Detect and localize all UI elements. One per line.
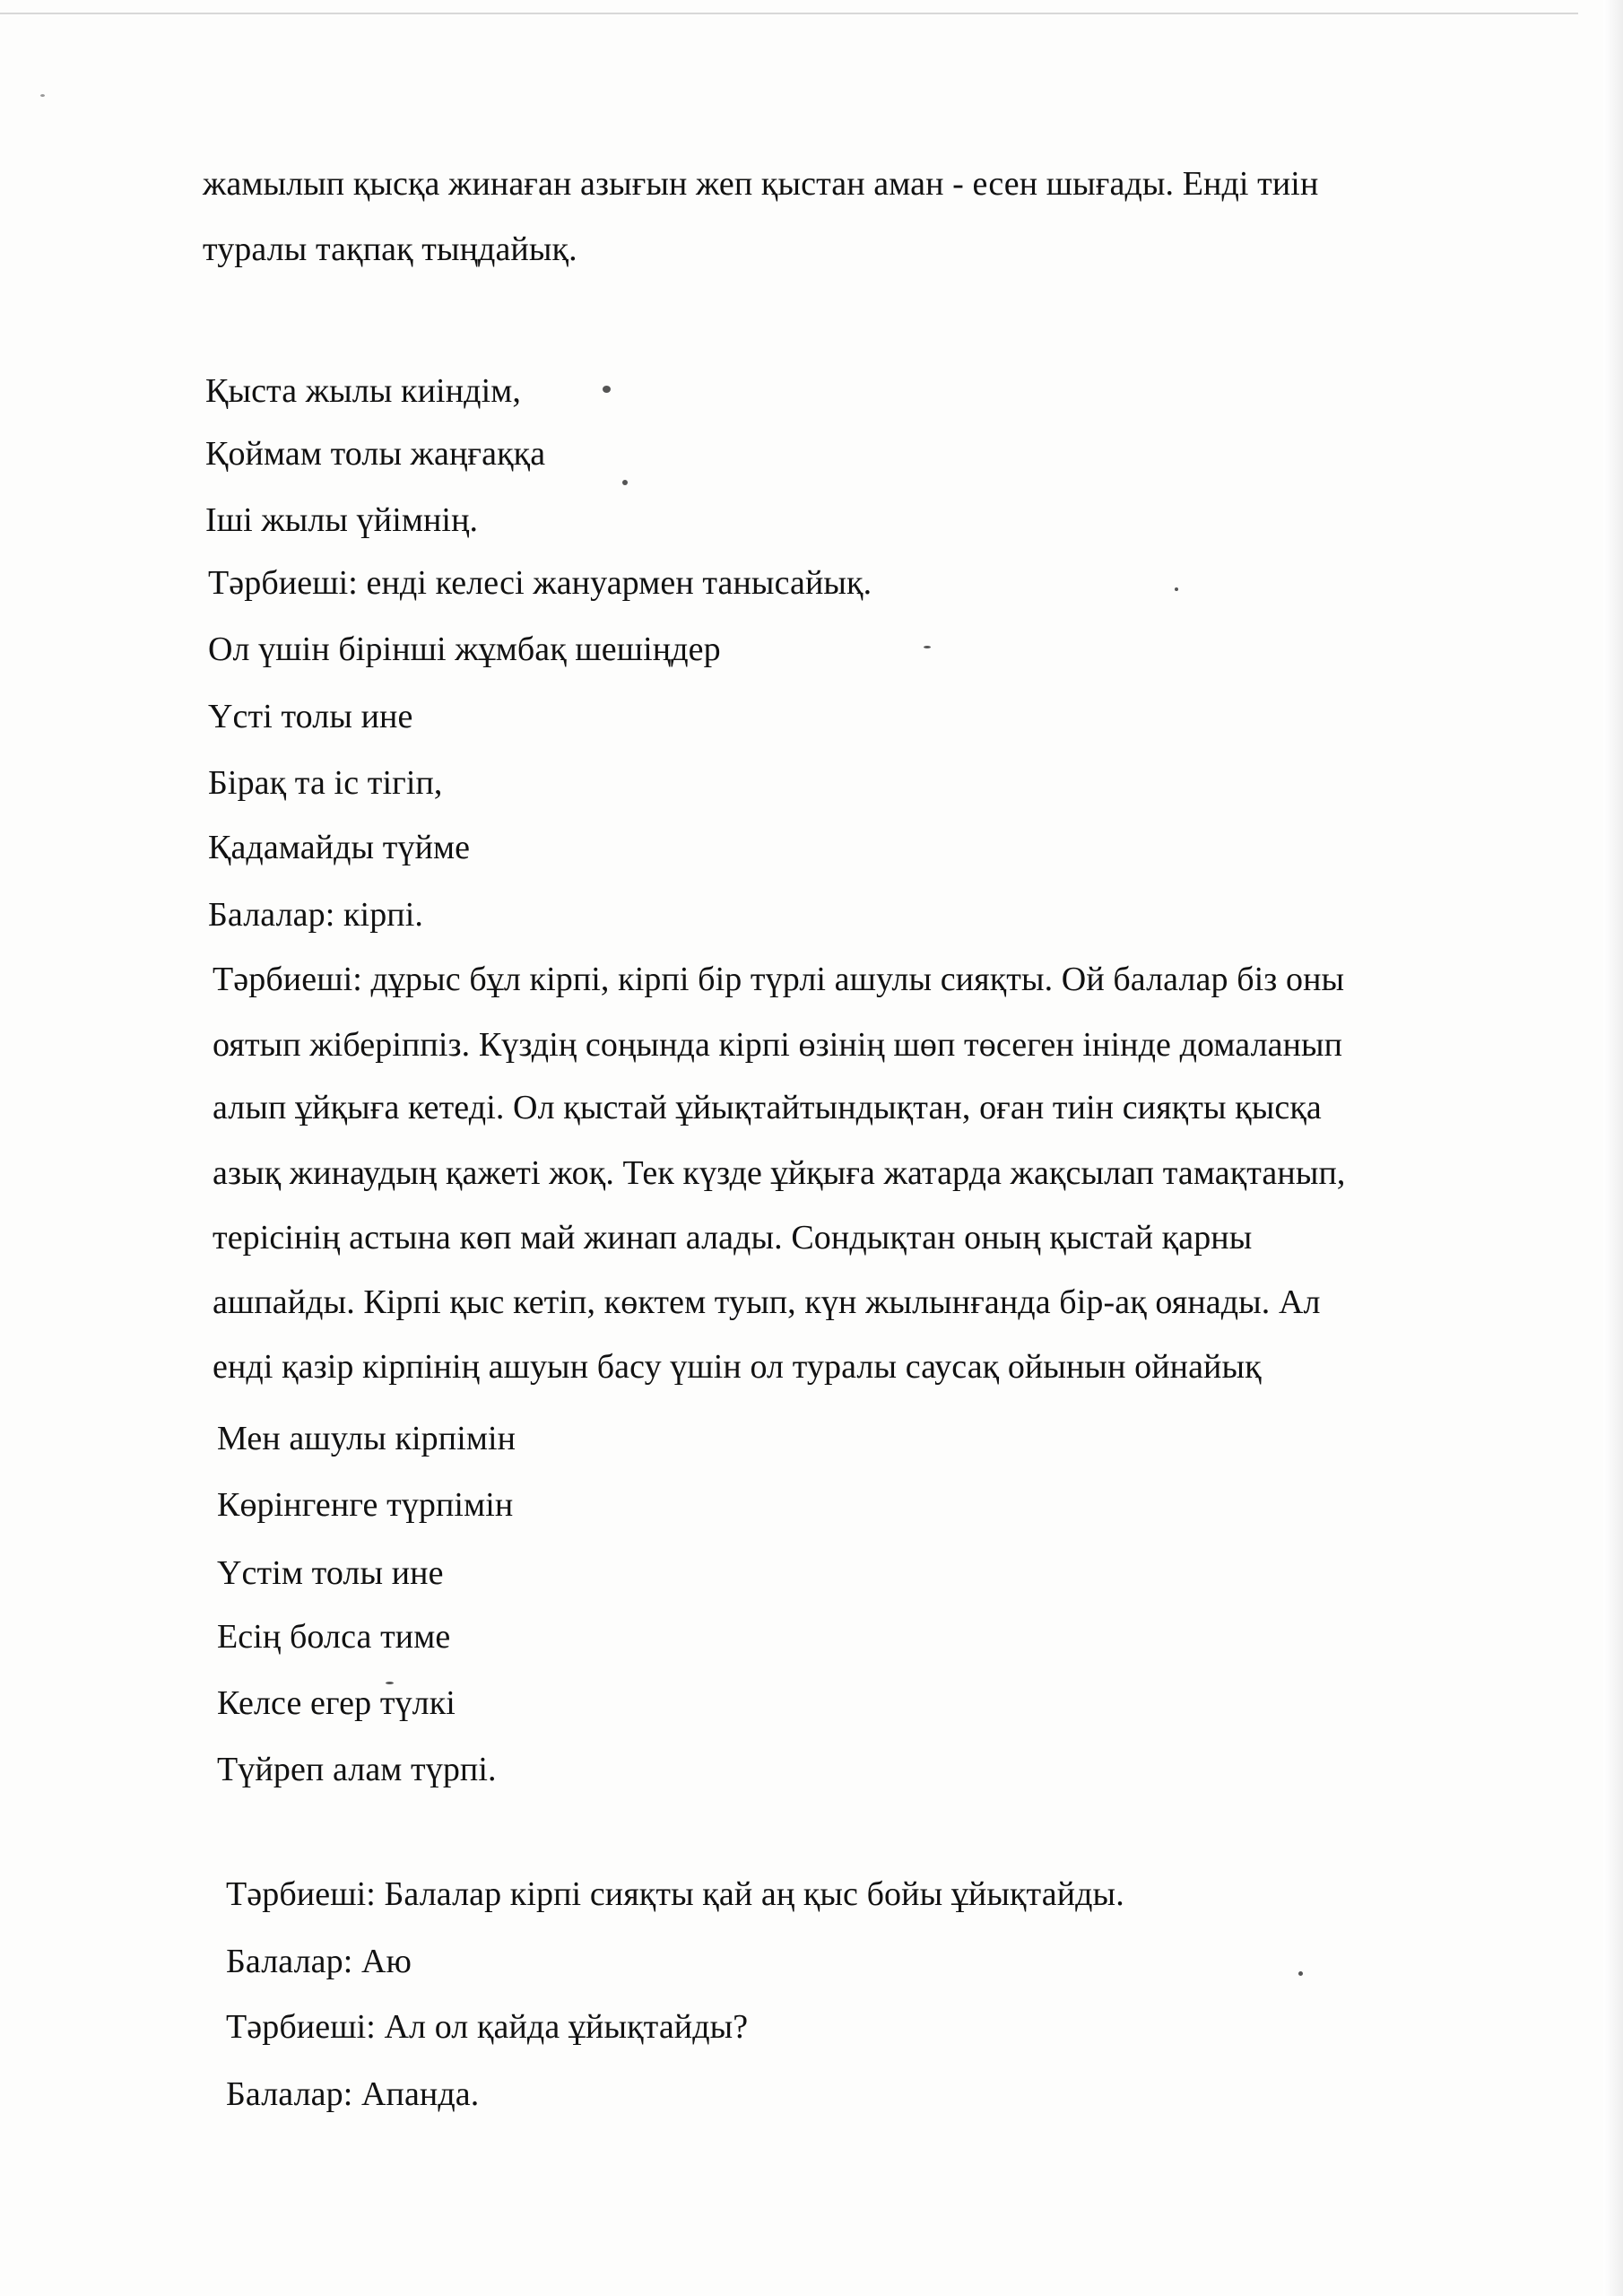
dialogue-riddle-line: Балалар: кірпі. (208, 896, 423, 934)
hedgehog-paragraph-line: оятып жіберіппіз. Күздің соңында кірпі өзінің шөп төсеген інінде домаланып (213, 1026, 1343, 1064)
poem-squirrel-line: Қыста жылы киіндім, (205, 372, 521, 410)
dialogue-bear-line: Тәрбиеші: Ал ол қайда ұйықтайды? (226, 2008, 749, 2046)
dialogue-riddle-line: Үсті толы ине (208, 698, 413, 735)
poem-hedgehog-line: Үстім толы ине (217, 1554, 444, 1592)
dialogue-bear-line: Балалар: Аю (226, 1943, 412, 1980)
poem-hedgehog-line: Көрінгенге түрпімін (217, 1486, 514, 1524)
hedgehog-paragraph-line: терісінің астына көп май жинап алады. Сондықтан оның қыстай қарны (213, 1219, 1253, 1257)
dialogue-riddle-line: Ол үшін бірінші жұмбақ шешіңдер (208, 631, 721, 668)
hedgehog-paragraph-line: алып ұйқыға кетеді. Ол қыстай ұйықтайтындықтан, оған тиін сияқты қысқа (213, 1089, 1322, 1126)
poem-squirrel-line: Қоймам толы жаңғаққа (205, 435, 546, 473)
poem-hedgehog-line: Түйреп алам түрпі. (217, 1751, 497, 1788)
scan-right-edge (1603, 0, 1623, 2296)
hedgehog-paragraph-line: азық жинаудың қажеті жоқ. Тек күзде ұйқыға жатарда жақсылап тамақтанып, (213, 1154, 1346, 1192)
dialogue-riddle-line: Бірақ та іс тігіп, (208, 764, 443, 802)
dialogue-riddle-line: Тәрбиеші: енді келесі жануармен танысайық. (208, 564, 872, 602)
scan-top-edge (0, 13, 1578, 14)
scan-speck (40, 94, 45, 97)
intro-line: туралы тақпақ тыңдайық. (203, 230, 577, 268)
poem-hedgehog-line: Келсе егер түлкі (217, 1684, 456, 1722)
scan-speck (1175, 587, 1178, 591)
scan-speck (603, 386, 611, 393)
poem-hedgehog-line: Мен ашулы кірпімін (217, 1420, 516, 1457)
poem-hedgehog-line: Есің болса тиме (217, 1618, 451, 1656)
dialogue-bear-line: Тәрбиеші: Балалар кірпі сияқты қай аң қыс бойы ұйықтайды. (226, 1875, 1124, 1913)
intro-line: жамылып қысқа жинаған азығын жеп қыстан аман - есен шығады. Енді тиін (203, 165, 1319, 203)
dialogue-bear-line: Балалар: Апанда. (226, 2075, 480, 2113)
scan-speck (1298, 1971, 1303, 1976)
hedgehog-paragraph-line: ашпайды. Кірпі қыс кетіп, көктем туып, күн жылынғанда бір-ақ оянады. Ал (213, 1283, 1321, 1321)
poem-squirrel-line: Іші жылы үйімнің. (205, 501, 479, 539)
hedgehog-paragraph-line: Тәрбиеші: дұрыс бұл кірпі, кірпі бір түрлі ашулы сияқты. Ой балалар біз оны (213, 961, 1345, 998)
scan-speck (622, 480, 628, 485)
dialogue-riddle-line: Қадамайды түйме (208, 829, 471, 866)
scan-speck (924, 646, 931, 648)
hedgehog-paragraph-line: енді қазір кірпінің ашуын басу үшін ол туралы саусақ ойынын ойнайық (213, 1348, 1262, 1386)
